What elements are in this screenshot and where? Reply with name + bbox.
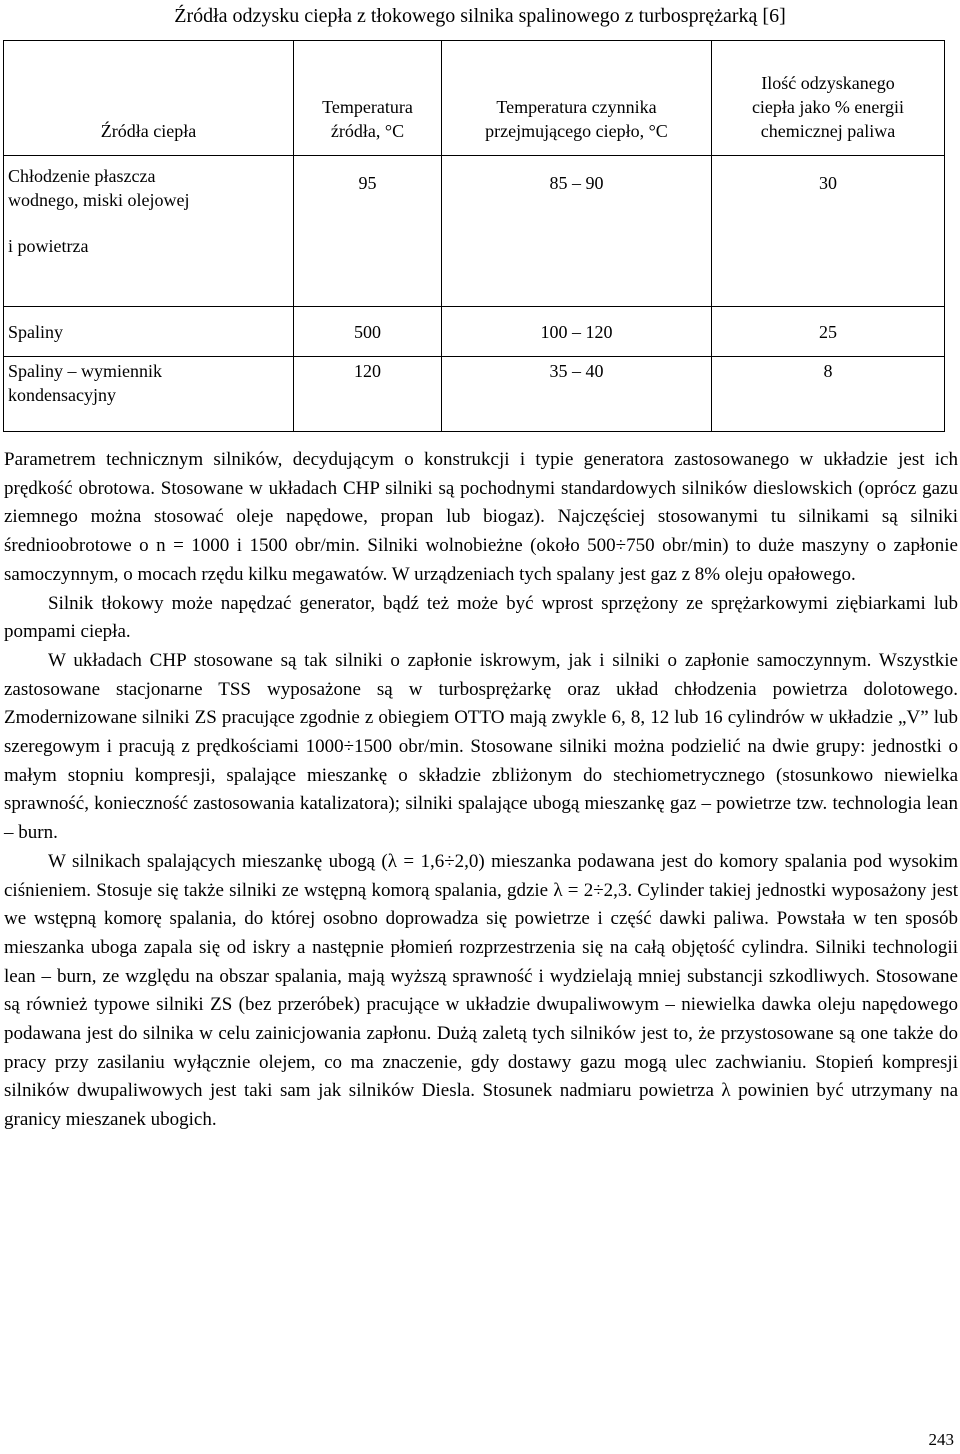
paragraph: Silnik tłokowy może napędzać generator, bądź też może być wprost sprzężony ze sprężarkowymi ziębiarkami lub pompami ciepła.	[4, 592, 958, 643]
table-header-row	[4, 41, 945, 156]
header-medium-temperature: Temperatura czynnika przejmującego ciepło, °C	[442, 41, 712, 156]
row-label: Spaliny	[4, 307, 294, 357]
cell-medium-temperature: 35 – 40	[442, 357, 712, 432]
page-number: 243	[928, 1430, 954, 1449]
heat-recovery-table	[3, 40, 945, 432]
header-heat-source: Źródła ciepła	[4, 41, 294, 156]
paragraph: Parametrem technicznym silników, decydującym o konstrukcji i typie generatora zastosowanego w układzie jest ich prędkość obrotowa. Stosowane w układach CHP silniki są pochodnymi standardowych silników dieslowskich (oprócz gazu ziemnego można stosować oleje napędowe, propan lub biogaz). Najczęściej stosowanymi tu silnikami są silniki średnioobrotowe o n = 1000 i 1500 obr/min. Silniki wolnobieżne (około 500÷750 obr/min) to duże maszyny o zapłonie samoczynnym, o mocach rzędu kilku megawatów. W urządzeniach tych spalany jest gaz z 8% oleju opałowego.	[4, 449, 958, 585]
cell-recovered-heat: 25	[712, 307, 945, 357]
body-text	[4, 446, 958, 1135]
cell-recovered-heat: 8	[712, 357, 945, 432]
row-label: Chłodzenie płaszcza wodnego, miski olejowej i powietrza	[4, 156, 294, 307]
cell-source-temperature: 95	[294, 156, 442, 307]
table-row	[4, 156, 945, 307]
cell-source-temperature: 500	[294, 307, 442, 357]
cell-medium-temperature: 100 – 120	[442, 307, 712, 357]
table-row	[4, 307, 945, 357]
table-caption: Źródła odzysku ciepła z tłokowego silnika spalinowego z turbosprężarką [6]	[174, 5, 786, 27]
cell-source-temperature: 120	[294, 357, 442, 432]
cell-recovered-heat: 30	[712, 156, 945, 307]
paragraph: W silnikach spalających mieszankę ubogą (λ = 1,6÷2,0) mieszanka podawana jest do komory spalania pod wysokim ciśnieniem. Stosuje się także silniki ze wstępną komorą spalania, gdzie λ = 2÷2,3. Cylinder takiej jednostki wyposażony jest we wstępną komorę spalania, do której osobno doprowadza się powietrze i część dawki paliwa. Powstała w ten sposób mieszanka uboga zapala się od iskry a następnie płomień rozprzestrzenia się na całą objętość cylindra. Silniki technologii lean – burn, ze względu na obszar spalania, mają wyższą sprawność i wydzielają mniej substancji szkodliwych. Stosowane są również typowe silniki ZS (bez przeróbek) pracujące w układzie dwupaliwowym – niewielka dawka oleju napędowego podawana jest do silnika w celu zainicjowania zapłonu. Dużą zaletą tych silników jest to, że przystosowane są one także do pracy przy zasilaniu wyłącznie olejem, co ma znaczenie, gdy dostawy gazu mogą ulec zachwianiu. Stopień kompresji silników dwupaliwowych jest taki sam jak silników Diesla. Stosunek nadmiaru powietrza λ powinien być utrzymany na granicy mieszanek ubogich.	[4, 850, 958, 1131]
header-recovered-heat: Ilość odzyskanego ciepła jako % energii chemicznej paliwa	[712, 41, 945, 156]
header-source-temperature: Temperatura źródła, °C	[294, 41, 442, 156]
row-label: Spaliny – wymiennik kondensacyjny	[4, 357, 294, 432]
table-row	[4, 357, 945, 432]
cell-medium-temperature: 85 – 90	[442, 156, 712, 307]
paragraph: W układach CHP stosowane są tak silniki o zapłonie iskrowym, jak i silniki o zapłonie samoczynnym. Wszystkie zastosowane stacjonarne TSS wyposażone są w turbosprężarkę oraz układ chłodzenia powietrza dolotowego. Zmodernizowane silniki ZS pracujące zgodnie z obiegiem OTTO mają zwykle 6, 8, 12 lub 16 cylindrów w układzie „V” lub szeregowym i pracują z prędkościami 1000÷1500 obr/min. Stosowane silniki można podzielić na dwie grupy: jednostki o małym stopniu kompresji, spalające mieszankę o składzie zbliżonym do stechiometrycznego (stosunkowo niewielka sprawność, konieczność zastosowania katalizatora); silniki spalające ubogą mieszankę gaz – powietrze tzw. technologia lean – burn.	[4, 649, 958, 844]
